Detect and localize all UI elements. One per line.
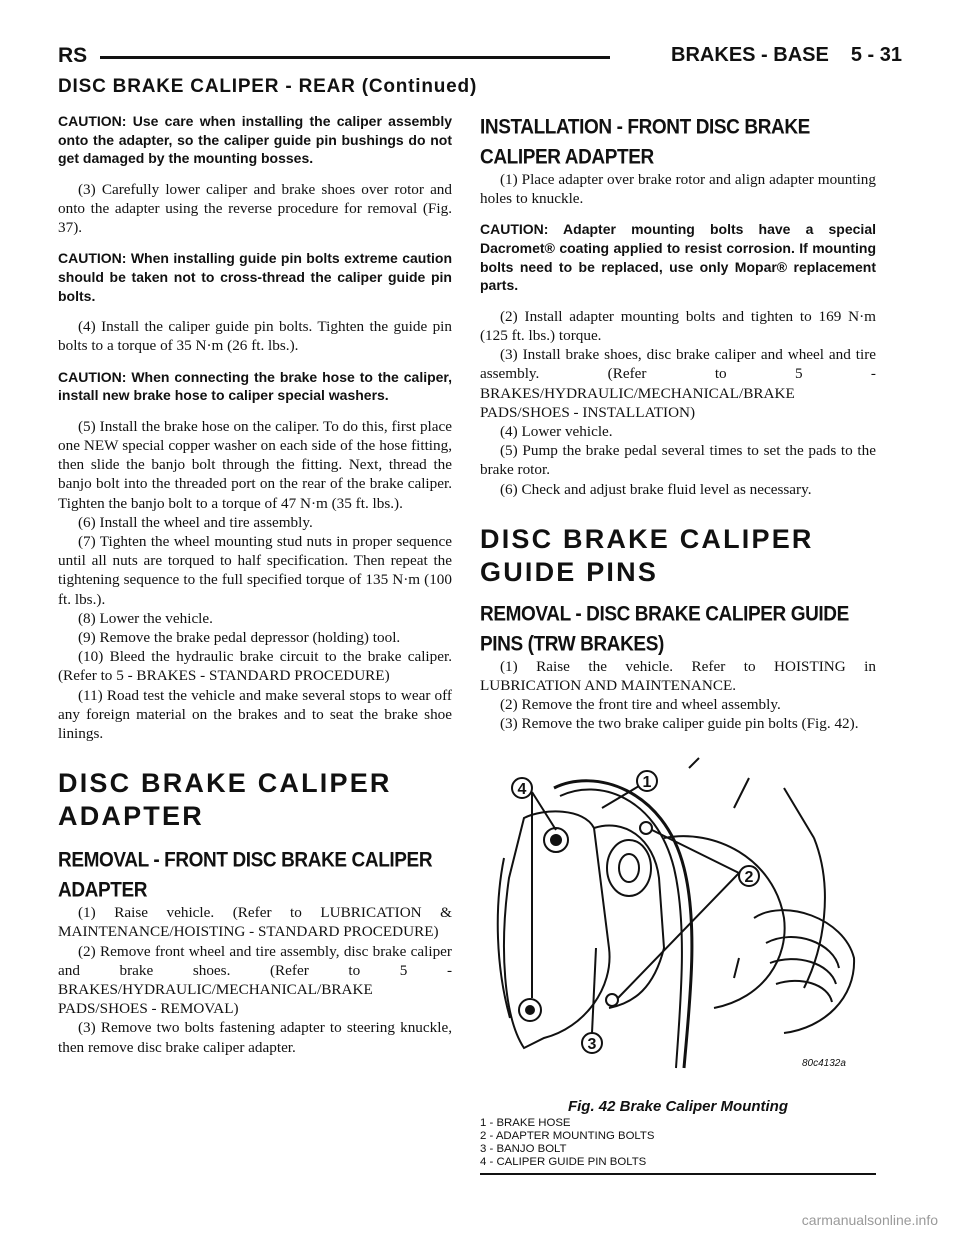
page-header [58,44,902,72]
install-step-6: (6) Check and adjust brake fluid level as necessary. [500,480,812,498]
install-step-2: (2) Install adapter mounting bolts and tighten to 169 N·m (125 ft. lbs.) torque. [480,307,876,344]
figure-brake-caliper-mounting [480,748,876,1096]
removal-step-3: (3) Remove two bolts fastening adapter to steering knuckle, then remove disc brake caliper adapter. [58,1019,452,1056]
brake-caliper-illustration [484,748,874,1078]
step-9-depressor: (9) Remove the brake pedal depressor (holding) tool. [78,629,401,646]
leader-4 [532,792,556,998]
step-8-lower: (8) Lower the vehicle. [78,609,213,627]
removal-step-1: (1) Raise vehicle. (Refer to LUBRICATION & MAINTENANCE/HOISTING - STANDARD PROCEDURE) [58,904,452,941]
step-7-stud-nuts: (7) Tighten the wheel mounting stud nuts in proper sequence until all nuts are torqued to half specification. Then repeat the tightening sequence to the full specified torque of 135 N·m (100 ft. lbs.). [58,532,452,608]
header-rule [100,56,610,59]
step-4-guide-pin-bolts: (4) Install the caliper guide pin bolts. Tighten the guide pin bolts to a torque of 35 N·m (26 ft. lbs.). [58,318,452,355]
header-section-title: BRAKES - BASE [671,44,829,66]
heading-removal-adapter: REMOVAL - FRONT DISC BRAKE CALIPER ADAPTER [58,848,433,903]
heading-removal-guide-pins: REMOVAL - DISC BRAKE CALIPER GUIDE PINS (TRW BRAKES) [480,602,849,656]
guide-step-1: (1) Raise the vehicle. Refer to HOISTING in LUBRICATION AND MAINTENANCE. [480,657,876,695]
step-3-lower-caliper: (3) Carefully lower caliper and brake shoes over rotor and onto the adapter using the reverse procedure for removal (Fig. 37). [58,180,452,237]
left-column [58,112,452,1057]
right-column [480,112,876,1175]
caution-brake-hose: CAUTION: When connecting the brake hose to the caliper, install new brake hose to caliper special washers. [58,368,452,404]
figure-legend [480,1117,876,1175]
install-step-3: (3) Install brake shoes, disc brake caliper and wheel and tire assembly. (Refer to 5 - BRAKES/HYDRAULIC/MECHANICAL/BRAKE PADS/SHOES - INSTALLATION) [480,346,876,421]
header-page-number: 5 - 31 [850,44,902,66]
watermark: carmanualsonline.info [801,1212,938,1228]
step-10-bleed: (10) Bleed the hydraulic brake circuit to the brake caliper. (Refer to 5 - BRAKES - STANDARD PROCEDURE) [58,648,452,685]
figure-code: 80c4132a [802,1057,846,1069]
step-6-wheel: (6) Install the wheel and tire assembly. [78,513,313,531]
caution-guide-pin-bolts: CAUTION: When installing guide pin bolts extreme caution should be taken not to cross-thread the caliper guide pin bolts. [58,250,452,304]
figure-title: Fig. 42 Brake Caliper Mounting [567,1097,789,1115]
leader-3 [592,948,596,1033]
continued-heading: DISC BRAKE CALIPER - REAR (Continued) [58,76,478,97]
install-step-5: (5) Pump the brake pedal several times to set the pads to the brake rotor. [480,442,876,479]
callout-4: 4 [517,780,527,798]
legend-item-adapter-bolts: 2 - ADAPTER MOUNTING BOLTS [480,1129,655,1142]
heading-caliper-adapter: DISC BRAKE CALIPER ADAPTER [58,768,392,832]
heading-guide-pins: DISC BRAKE CALIPER GUIDE PINS [480,523,814,587]
step-11-road-test: (11) Road test the vehicle and make several stops to wear off any foreign material on the brakes and to seat the brake shoe linings. [58,686,452,743]
leader-2 [618,830,739,998]
install-step-1: (1) Place adapter over brake rotor and align adapter mounting holes to knuckle. [480,171,876,208]
guide-step-3: (3) Remove the two brake caliper guide pin bolts (Fig. 42). [500,715,859,733]
removal-step-2: (2) Remove front wheel and tire assembly, disc brake caliper and brake shoes. (Refer to 5 - BRAKES/HYDRAULIC/MECHANICAL/BRAKE PADS/SHOES - REMOVAL) [58,942,452,1018]
legend-item-guide-pin-bolts: 4 - CALIPER GUIDE PIN BOLTS [480,1155,647,1168]
callout-3: 3 [587,1035,597,1053]
brake-hose-shape [554,780,692,1067]
legend-item-brake-hose: 1 - BRAKE HOSE [480,1116,571,1129]
legend-item-banjo-bolt: 3 - BANJO BOLT [480,1142,567,1155]
header-manual-code: RS [58,44,88,67]
guide-step-2: (2) Remove the front tire and wheel assembly. [500,696,781,714]
heading-installation-adapter: INSTALLATION - FRONT DISC BRAKE CALIPER ADAPTER [480,115,810,170]
callout-2: 2 [744,868,754,886]
caution-caliper-install: CAUTION: Use care when installing the caliper assembly onto the adapter, so the caliper guide pin bushings do not get damaged by the mounting bosses. [58,113,452,167]
install-step-4: (4) Lower vehicle. [500,423,613,440]
callout-1: 1 [642,773,652,791]
step-5-brake-hose: (5) Install the brake hose on the caliper. To do this, first place one NEW special copper washer on each side of the hose fitting, then slide the banjo bolt through the fitting. Next, thread the banjo bolt into the threaded port on the rear of the brake caliper. Tighten the banjo bolt to a torque of 47 N·m (35 ft. lbs.). [58,417,452,512]
header-section [649,44,902,67]
caution-dacromet: CAUTION: Adapter mounting bolts have a special Dacromet® coating applied to resist corrosion. If mounting bolts need to be replaced, use only Mopar® replacement parts. [480,221,876,294]
